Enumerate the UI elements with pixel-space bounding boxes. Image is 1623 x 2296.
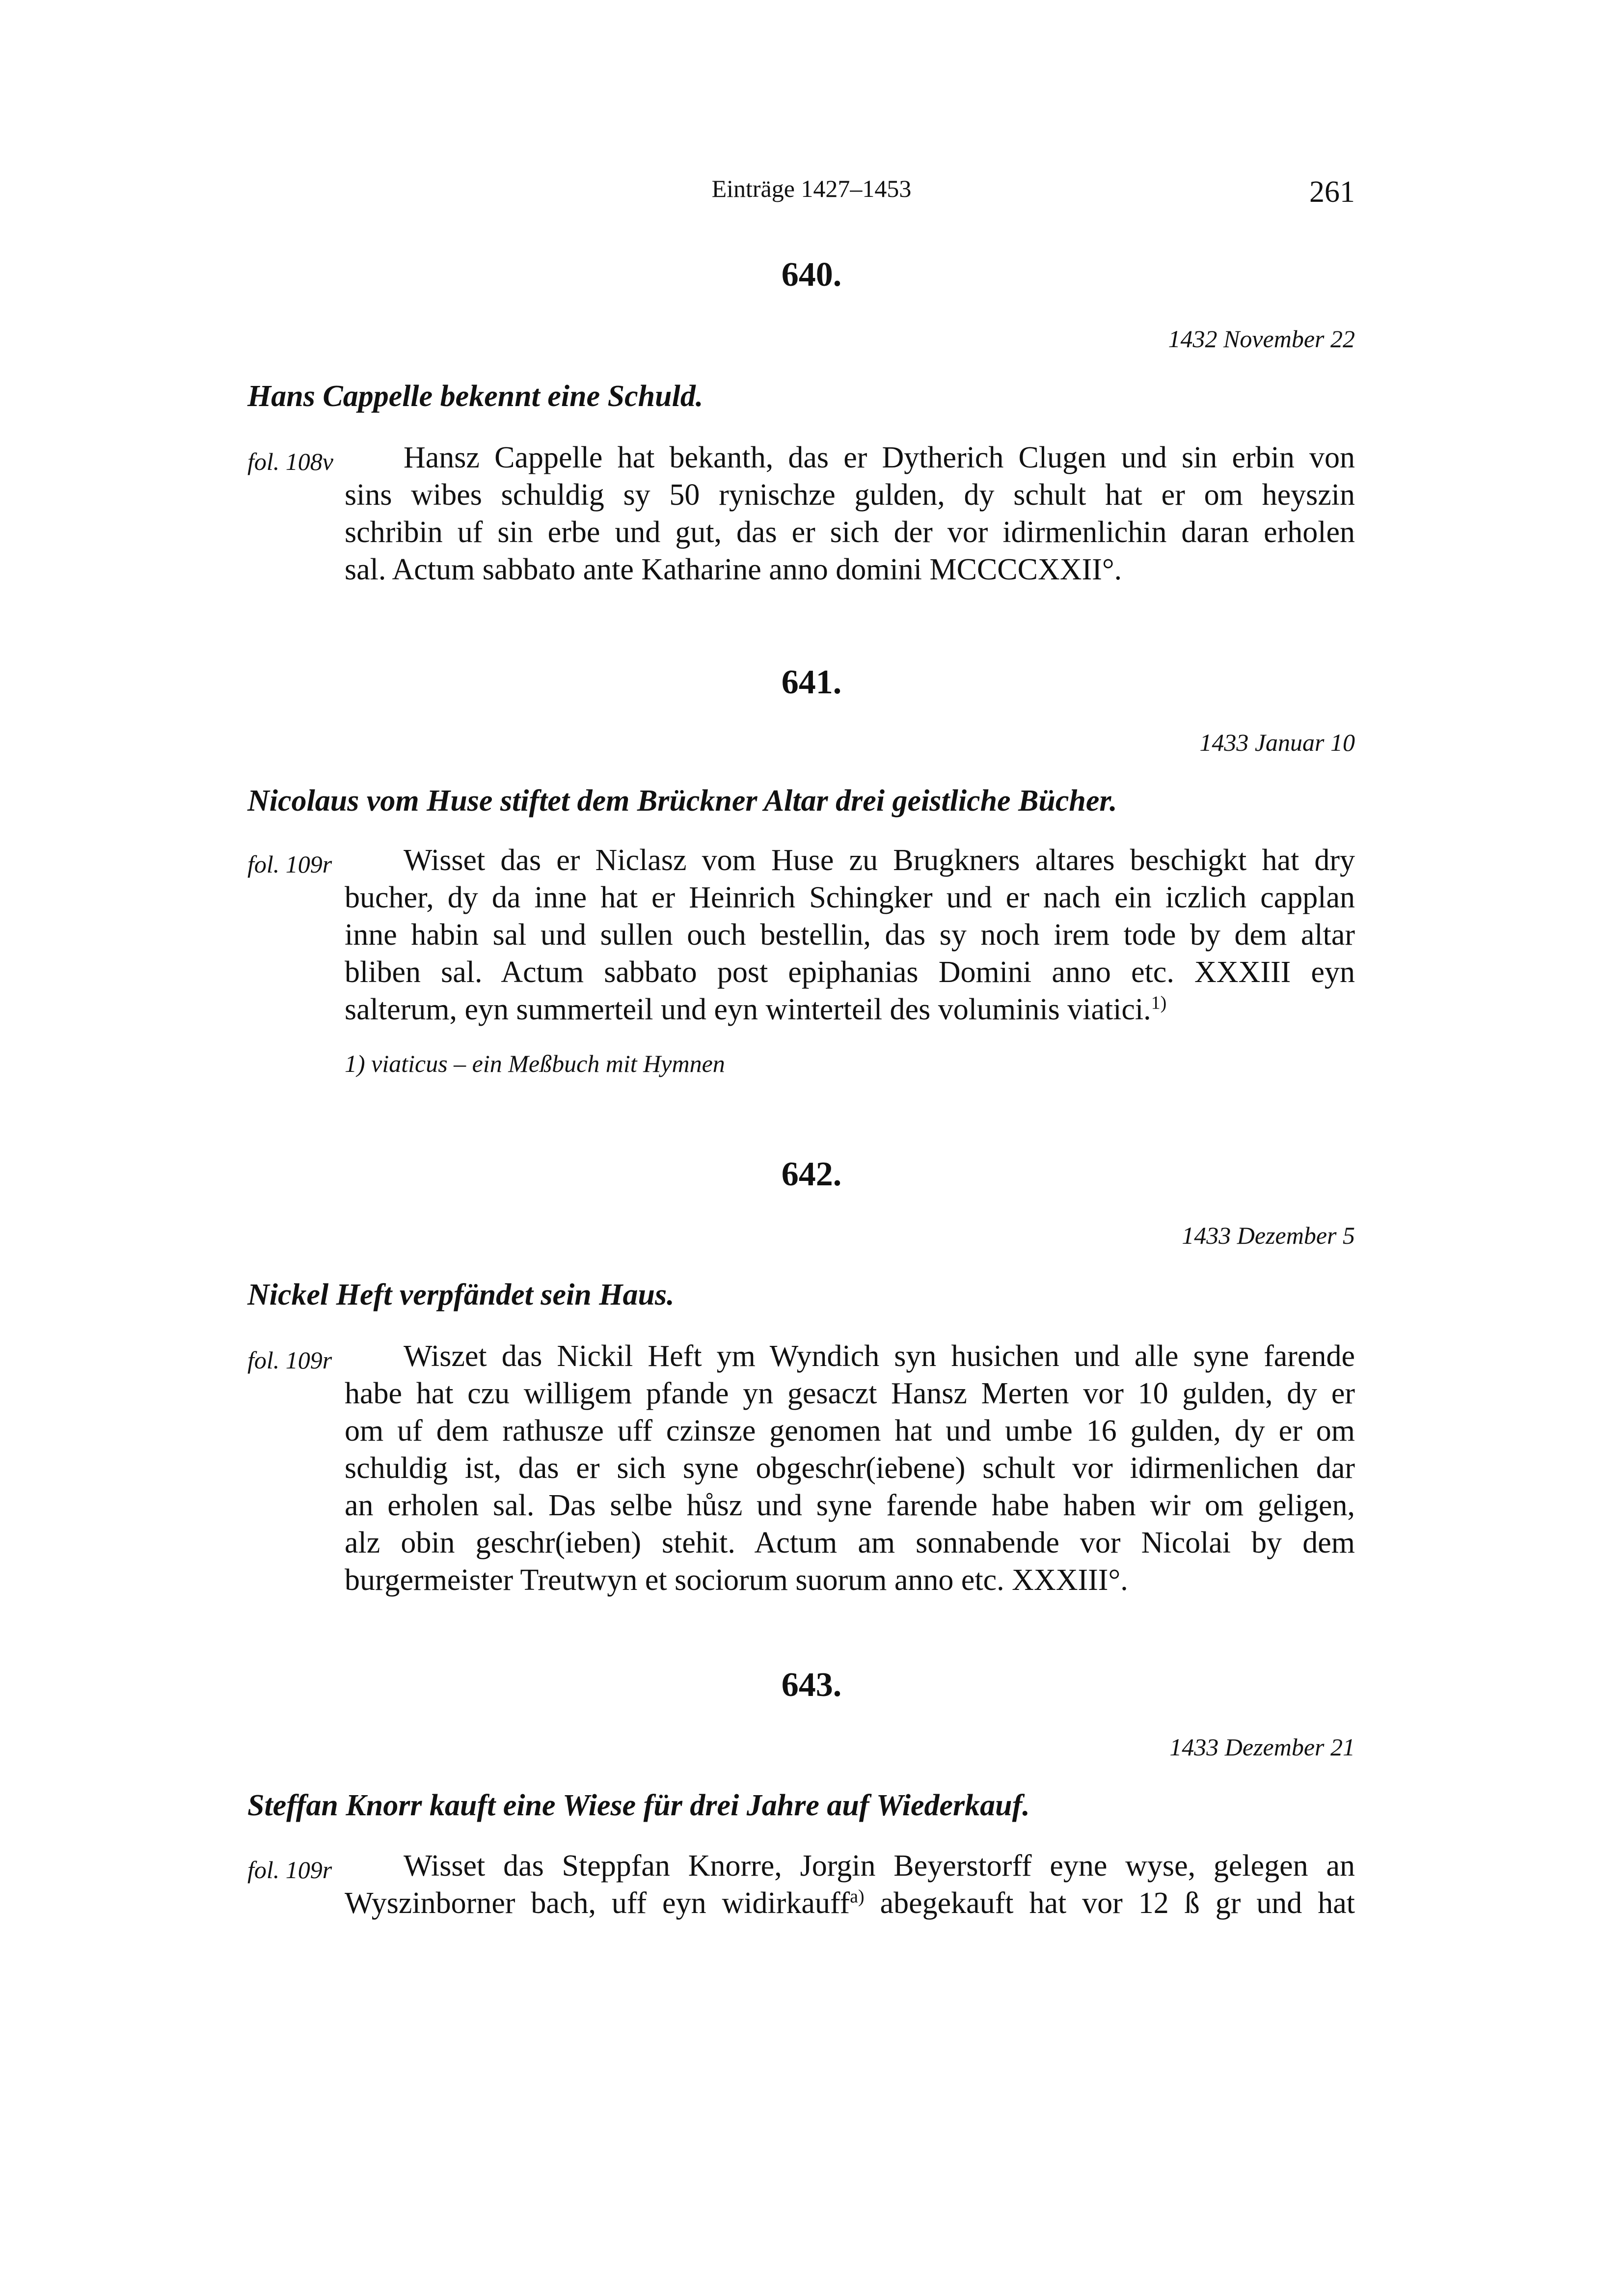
text-line: sal. Actum sabbato ante Katharine anno domini MCCCCXXII°. (345, 553, 1122, 586)
text-line (345, 1885, 1355, 1922)
text-line-content: salterum, eyn summerteil und eyn winterteil des voluminis viatici. (345, 993, 1151, 1026)
folio-reference: fol. 108v (247, 448, 333, 475)
text-line: burgermeister Treutwyn et sociorum suorum anno etc. XXXIII°. (345, 1563, 1128, 1597)
entry-text (345, 1847, 1355, 1922)
entry-date: 1432 November 22 (1168, 325, 1355, 353)
folio-reference: fol. 109r (247, 850, 332, 878)
text-line: Hansz Cappelle hat bekanth, das er Dytherich Clugen und sin erbin von (404, 441, 1355, 474)
entry-number-641: 641. (781, 663, 842, 701)
text-line: schribin uf sin erbe und gut, das er sich der vor idirmenlichin daran erholen (345, 516, 1355, 549)
entry-title: Hans Cappelle bekennt eine Schuld. (247, 380, 703, 413)
text-line: bliben sal. Actum sabbato post epiphanias Domini anno etc. XXXIII eyn (345, 956, 1355, 989)
entry-date: 1433 Dezember 21 (1169, 1733, 1355, 1761)
entry-title: Steffan Knorr kauft eine Wiese für drei Jahre auf Wiederkauf. (247, 1789, 1030, 1822)
text-line: alz obin geschr(ieben) stehit. Actum am sonnabende vor Nicolai by dem (345, 1526, 1355, 1559)
folio-reference: fol. 109r (247, 1346, 332, 1374)
text-line (345, 991, 1355, 1028)
text-line: Wisset das er Niclasz vom Huse zu Brugkners altares beschigkt hat dry (404, 844, 1355, 877)
entry-date: 1433 Dezember 5 (1182, 1222, 1355, 1249)
footnote: 1) viaticus – ein Meßbuch mit Hymnen (345, 1050, 725, 1077)
text-line: sins wibes schuldig sy 50 rynischze gulden, dy schult hat er om heyszin (345, 478, 1355, 512)
entry-text (345, 842, 1355, 1028)
entry-number-643: 643. (781, 1666, 842, 1704)
text-line: an erholen sal. Das selbe hůsz und syne farende habe haben wir om geligen, (345, 1489, 1355, 1522)
text-line-content: Wyszinborner bach, uff eyn widirkauff (345, 1886, 850, 1920)
entry-title: Nickel Heft verpfändet sein Haus. (247, 1278, 675, 1312)
text-line: Wisset das Steppfan Knorre, Jorgin Beyerstorff eyne wyse, gelegen an (404, 1849, 1355, 1883)
running-head: Einträge 1427–1453 (711, 175, 912, 202)
entry-text (345, 439, 1355, 588)
text-line: schuldig ist, das er sich syne obgeschr(iebene) schult vor idirmenlichen dar (345, 1451, 1355, 1485)
text-line-content: abegekauft hat vor 12 ß gr und hat (864, 1886, 1355, 1920)
text-line: habe hat czu willigem pfande yn gesaczt Hansz Merten vor 10 gulden, dy er (345, 1377, 1355, 1410)
entry-number-640: 640. (781, 256, 842, 294)
text-line: inne habin sal und sullen ouch bestellin, das sy noch irem tode by dem altar (345, 918, 1355, 952)
text-line: om uf dem rathusze uff czinsze genomen hat und umbe 16 gulden, dy er om (345, 1414, 1355, 1448)
footnote-marker: a) (850, 1886, 865, 1907)
entry-text (345, 1338, 1355, 1599)
footnote-marker: 1) (1151, 992, 1167, 1013)
text-line: bucher, dy da inne hat er Heinrich Schingker und er nach ein iczlich capplan (345, 881, 1355, 914)
entry-number-642: 642. (781, 1155, 842, 1193)
folio-reference: fol. 109r (247, 1856, 332, 1884)
text-line: Wiszet das Nickil Heft ym Wyndich syn husichen und alle syne farende (404, 1339, 1355, 1373)
entry-date: 1433 Januar 10 (1199, 729, 1355, 756)
page-number: 261 (1309, 175, 1355, 209)
entry-title: Nicolaus vom Huse stiftet dem Brückner Altar drei geistliche Bücher. (247, 784, 1117, 818)
